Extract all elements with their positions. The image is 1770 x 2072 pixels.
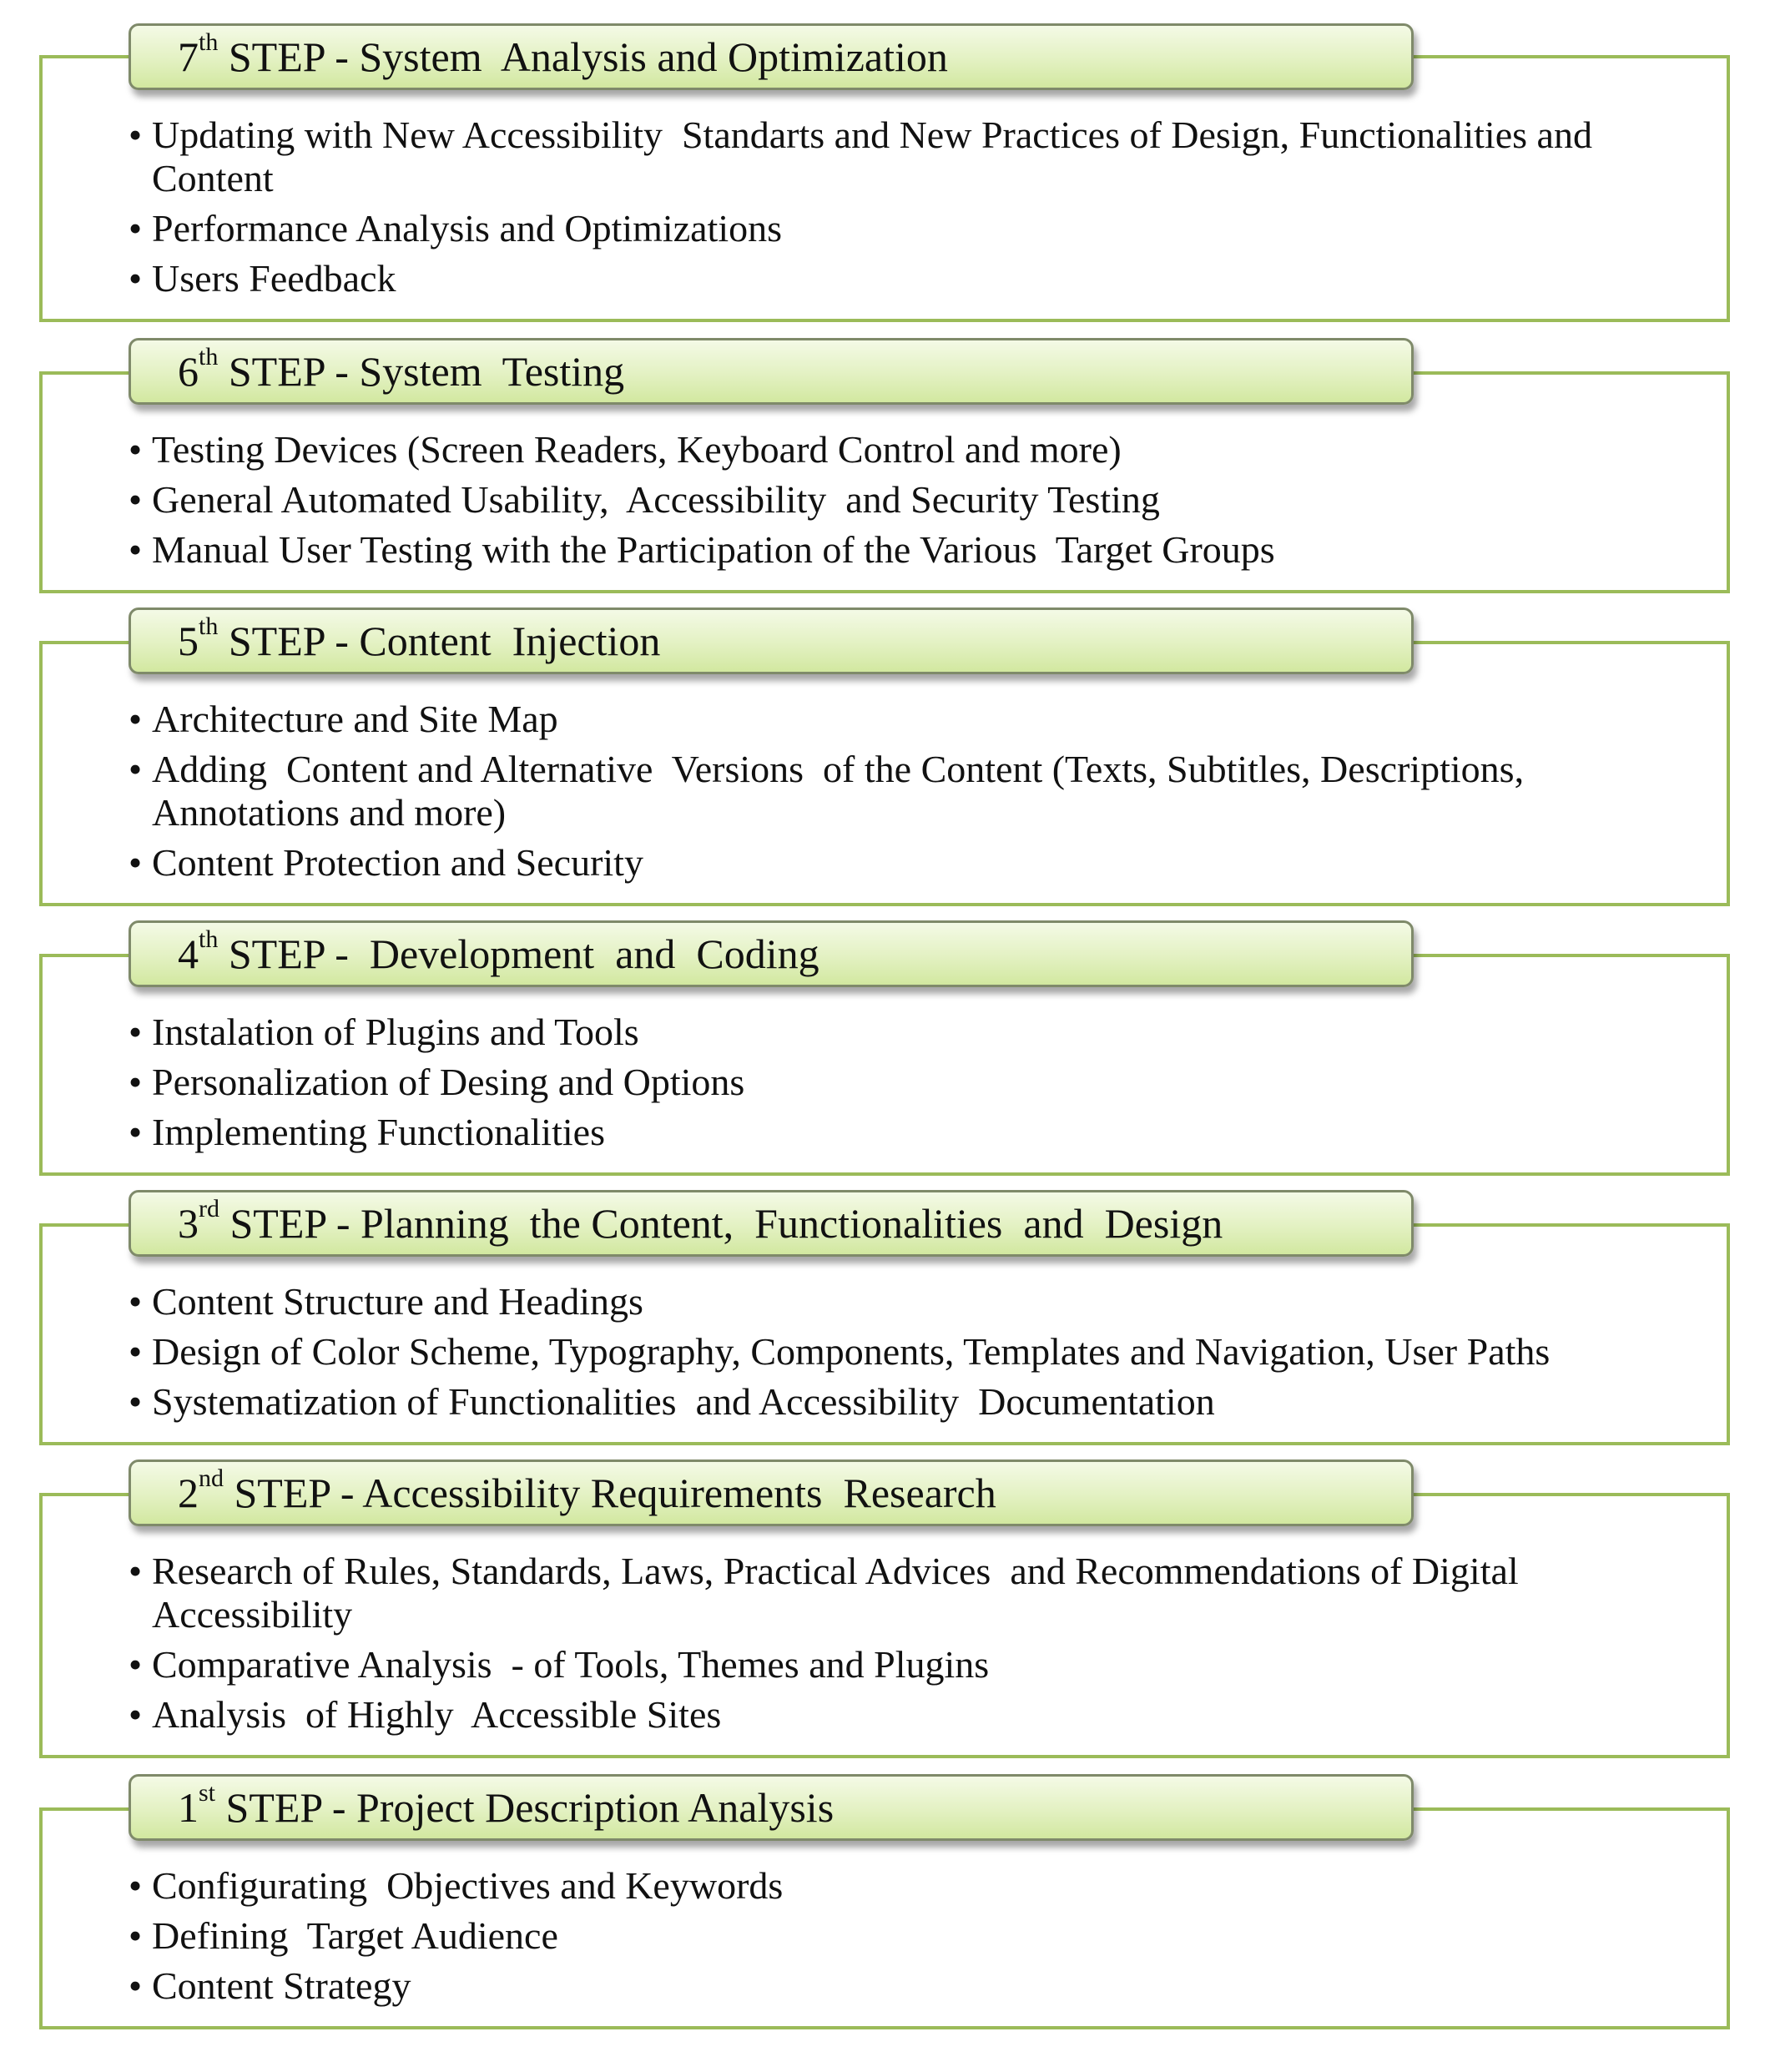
step-7-header <box>129 23 1414 90</box>
bullet-icon: • <box>129 428 143 471</box>
step-title: STEP - System Analysis and Optimization <box>228 33 948 80</box>
list-item-text: Content Protection and Security <box>152 841 643 884</box>
step-ordinal-suffix: nd <box>199 1465 224 1492</box>
step-5-bullet-list <box>129 698 1714 891</box>
list-item <box>129 1643 1714 1686</box>
step-ordinal-suffix: th <box>199 925 219 953</box>
list-item <box>129 1330 1714 1374</box>
list-item-text: Design of Color Scheme, Typography, Components, Templates and Navigation, User Paths <box>152 1330 1551 1373</box>
list-item <box>129 1380 1714 1424</box>
step-number: 7 <box>178 33 199 80</box>
bullet-icon: • <box>129 1280 143 1323</box>
bullet-icon: • <box>129 1693 143 1736</box>
bullet-icon: • <box>129 1011 143 1053</box>
step-number: 1 <box>178 1784 199 1831</box>
list-item <box>129 1061 1714 1104</box>
step-title: STEP - Project Description Analysis <box>225 1784 835 1831</box>
list-item <box>129 113 1714 200</box>
list-item-text: Adding Content and Alternative Versions of the Content (Texts, Subtitles, Descriptions, Annotations and more) <box>152 748 1532 834</box>
step-7-bullet-list <box>129 113 1714 307</box>
bullet-icon: • <box>129 841 143 884</box>
bullet-icon: • <box>129 1914 143 1957</box>
step-number: 2 <box>178 1470 199 1516</box>
step-3-header <box>129 1190 1414 1257</box>
step-number: 5 <box>178 618 199 664</box>
bullet-icon: • <box>129 1550 143 1592</box>
list-item <box>129 428 1714 471</box>
bullet-icon: • <box>129 478 143 521</box>
list-item-text: Performance Analysis and Optimizations <box>152 207 783 250</box>
bullet-icon: • <box>129 748 143 790</box>
bullet-icon: • <box>129 257 143 300</box>
list-item-text: Research of Rules, Standards, Laws, Practical Advices and Recommendations of Digital Accessibility <box>152 1550 1526 1636</box>
list-item-text: Content Strategy <box>152 1964 411 2007</box>
step-1-bullet-list <box>129 1864 1714 2014</box>
step-ordinal-suffix: th <box>199 613 219 640</box>
step-1-header <box>129 1774 1414 1841</box>
bullet-icon: • <box>129 1111 143 1153</box>
list-item <box>129 528 1714 572</box>
step-5-header <box>129 607 1414 674</box>
step-2-header <box>129 1459 1414 1526</box>
step-title: STEP - Development and Coding <box>228 930 819 977</box>
step-title: STEP - Content Injection <box>228 618 661 664</box>
bullet-icon: • <box>129 1061 143 1103</box>
step-6-header <box>129 338 1414 405</box>
step-2-bullet-list <box>129 1550 1714 1743</box>
step-title: STEP - System Testing <box>228 348 625 395</box>
step-ordinal-suffix: st <box>199 1779 216 1807</box>
step-3-bullet-list <box>129 1280 1714 1430</box>
list-item <box>129 698 1714 741</box>
list-item-text: Instalation of Plugins and Tools <box>152 1011 639 1053</box>
list-item <box>129 1693 1714 1737</box>
list-item-text: Configurating Objectives and Keywords <box>152 1864 784 1907</box>
step-6-bullet-list <box>129 428 1714 578</box>
list-item-text: Implementing Functionalities <box>152 1111 605 1153</box>
list-item <box>129 478 1714 522</box>
bullet-icon: • <box>129 1864 143 1907</box>
list-item-text: General Automated Usability, Accessibility and Security Testing <box>152 478 1160 521</box>
list-item <box>129 1111 1714 1154</box>
list-item <box>129 207 1714 250</box>
list-item-text: Systematization of Functionalities and Accessibility Documentation <box>152 1380 1215 1423</box>
bullet-icon: • <box>129 698 143 740</box>
list-item <box>129 257 1714 300</box>
list-item-text: Users Feedback <box>152 257 396 300</box>
step-number: 3 <box>178 1200 199 1247</box>
list-item <box>129 841 1714 885</box>
bullet-icon: • <box>129 1964 143 2007</box>
list-item <box>129 1964 1714 2008</box>
bullet-icon: • <box>129 1380 143 1423</box>
step-ordinal-suffix: rd <box>199 1195 219 1223</box>
step-ordinal-suffix: th <box>199 343 219 371</box>
list-item-text: Analysis of Highly Accessible Sites <box>152 1693 722 1736</box>
list-item-text: Content Structure and Headings <box>152 1280 643 1323</box>
step-ordinal-suffix: th <box>199 28 219 56</box>
list-item-text: Defining Target Audience <box>152 1914 558 1957</box>
list-item-text: Manual User Testing with the Participation of the Various Target Groups <box>152 528 1275 571</box>
list-item <box>129 748 1714 834</box>
list-item-text: Updating with New Accessibility Standarts and New Practices of Design, Functionalities and Content <box>152 113 1602 199</box>
step-4-header <box>129 920 1414 987</box>
step-title: STEP - Planning the Content, Functionalities and Design <box>229 1200 1223 1247</box>
list-item-text: Personalization of Desing and Options <box>152 1061 745 1103</box>
step-number: 4 <box>178 930 199 977</box>
list-item <box>129 1011 1714 1054</box>
bullet-icon: • <box>129 113 143 156</box>
list-item-text: Testing Devices (Screen Readers, Keyboard Control and more) <box>152 428 1122 471</box>
list-item-text: Comparative Analysis - of Tools, Themes and Plugins <box>152 1643 990 1686</box>
bullet-icon: • <box>129 528 143 571</box>
list-item-text: Architecture and Site Map <box>152 698 558 740</box>
bullet-icon: • <box>129 207 143 250</box>
step-4-bullet-list <box>129 1011 1714 1161</box>
step-number: 6 <box>178 348 199 395</box>
list-item <box>129 1550 1714 1636</box>
list-item <box>129 1914 1714 1958</box>
list-item <box>129 1280 1714 1323</box>
step-title: STEP - Accessibility Requirements Research <box>234 1470 996 1516</box>
bullet-icon: • <box>129 1330 143 1373</box>
bullet-icon: • <box>129 1643 143 1686</box>
list-item <box>129 1864 1714 1908</box>
